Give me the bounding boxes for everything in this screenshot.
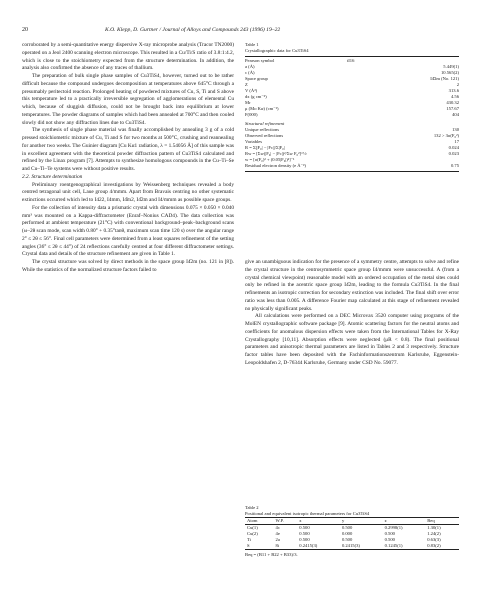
refinement-heading: Structural refinement (245, 121, 285, 126)
table-1-data-rows (245, 58, 459, 118)
parameter-name: a (Å) (245, 64, 255, 69)
table-cell: 0.500 (341, 525, 353, 530)
parameter-name: Observed reflections (245, 133, 284, 138)
table-footnote: Beq = (B11 + B22 + B33)/3. (245, 551, 298, 557)
parameter-name: Space group (245, 76, 268, 81)
parameter-value: 10.565(2) (441, 70, 459, 75)
table-cell: 0.500 (341, 537, 353, 542)
table-row (245, 543, 459, 550)
table-cell: 0.2998(1) (384, 525, 403, 530)
table-cell: Cu(2) (247, 531, 258, 536)
page-number: 20 (22, 27, 28, 33)
section-heading: 2.2. Structure determination (22, 173, 83, 180)
table-1 (245, 42, 459, 173)
parameter-symbol (347, 112, 407, 118)
table-cell: 0.83(2) (427, 543, 441, 548)
parameter-name: Variables (245, 139, 263, 144)
table-row (245, 112, 459, 118)
running-title: K.O. Klepp, D. Gurtner / Journal of Alloys and Compounds 243 (1996) 19–22 (105, 27, 281, 33)
table-row (245, 163, 459, 169)
parameter-value: 0.75 (450, 163, 459, 168)
parameter-value: 2 (456, 82, 459, 87)
table-title: Positional and equivalent isotropic thermal parameters for Cu3TiS4 (245, 511, 370, 516)
table-cell: Ti (247, 537, 251, 542)
paragraph: The preparation of bulk single phase samples of Cu3TiS4, however, turned out to be rather difficult because the compound undergoes decomposition at temperatures above 645°C through a presumably peritectoid reaction. Prolonged heating of powdered mixtures of Cu, S, Ti and S above this temperature led to a practically irreversible segregation of agglomerations of elemental Cu which, because of sluggish diffusion, could not be brought back into equilibrium at lower temperatures. The powder diagrams of samples which had been annealed at 700°C and then cooled slowly did not show any diffraction lines due to Cu3TiS4. (22, 73, 234, 126)
parameter-name: Z (245, 82, 248, 87)
column-header: Beq (427, 518, 435, 523)
table-label: Table 2 (245, 505, 259, 510)
parameter-value: 4.56 (450, 94, 459, 99)
table-cell: 0.500 (299, 537, 310, 542)
parameter-value: 130 (452, 127, 459, 132)
table-rule (245, 171, 459, 172)
table-title: Crystallographic data for Cu3TiS4 (245, 48, 309, 53)
table-cell: 0.63(3) (427, 537, 441, 542)
parameter-name: F(000) (245, 112, 258, 117)
parameter-name: μ (Mo Kα) (cm⁻¹) (245, 106, 279, 111)
table-cell: S (247, 543, 250, 548)
right-column (245, 259, 459, 368)
left-column-top (22, 42, 234, 275)
table-cell: 4e (275, 531, 280, 536)
table-header-row (245, 518, 459, 525)
parameter-value: 404 (452, 112, 459, 117)
parameter-value: 313.6 (448, 88, 459, 93)
parameter-value: 430.32 (446, 100, 459, 105)
parameter-value: 0.023 (448, 151, 459, 156)
table-rule (245, 56, 459, 57)
parameter-value: I4̄2m (No. 121) (430, 76, 459, 81)
table-1-refinement-rows (245, 127, 459, 169)
table-cell: 0.500 (384, 531, 395, 536)
table-caption (245, 42, 459, 54)
parameter-name: R = Σ||F₀| − |Fc||/Σ|F₀| (245, 145, 285, 150)
column-header: Atom (247, 518, 258, 523)
table-cell: 0.500 (299, 525, 310, 530)
table-cell: 4c (275, 525, 280, 530)
paragraph: Preliminary roentgenographical investigations by Weissenberg techniques revealed a body centred tetragonal unit cell, Laue group 4/mmm. Apart from Bravais centring no other systematic extinctions occurred which led to I422, I4mm, I4̄m2, I4̄2m and I4/mmm as possible space groups. (22, 181, 234, 203)
parameter-name: Mr (245, 100, 251, 105)
table-cell: 1.30(1) (427, 525, 441, 530)
table-body (245, 525, 459, 550)
paragraph: give an unambiguous indication for the presence of a symmetry centre, attempts to solve and refine the crystal structure in the centrosymmetric space group I4/mmm were unsuccessful. A (from a crystal chemical viewpoint) reasonable model with an ordered occupation of the metal sites could only be refined in the acentric space group I4̄2m, leading to the formula Cu3TiS4. In the final refinements an isotropic correction for secondary extinction was included. The final shift over error ratio was less than 0.005. A difference Fourier map calculated at this stage of refinement revealed no physically significant peaks. (245, 259, 459, 312)
parameter-name: dx (g cm⁻³) (245, 94, 267, 99)
table-cell: 1.24(2) (427, 531, 441, 536)
paragraph: For the collection of intensity data a prismatic crystal with dimensions 0.075 × 0.050 × 0.040 mm³ was mounted on a Kappa-diffractometer (Enraf–Nonius CAD4). The data collection was performed at ambient temperature (21°C) with conventional background–peak–background scans (ω–2θ scan mode, scan width 0.80° + 0.35°tanθ, maximum scan time 120 s) over the angular range 2° ≤ 2θ ≤ 56°. Final cell parameters were determined from a least squares refinement of the setting angles (36° ≤ 2θ ≤ 44°) of 24 reflections carefully centred at four different diffractometer settings. Crystal data and details of the structure refinement are given in Table 1. (22, 204, 234, 258)
parameter-name: Rw = [Σw(|F₀| − |Fc|)²/Σw F₀²]^½ (245, 151, 307, 156)
parameter-value: 0.024 (448, 145, 459, 150)
table-2 (245, 505, 459, 558)
table-cell: 0.2415(3) (299, 543, 318, 548)
table-cell: 0.000 (341, 531, 353, 536)
table-cell: 8i (275, 543, 280, 548)
parameter-name: w = [σ(F₀)² + (0.05|F₀|)²]⁻¹ (245, 157, 295, 162)
parameter-value: 5.449(1) (443, 64, 459, 69)
column-header: z (384, 518, 387, 523)
table-cell: 0.500 (299, 531, 310, 536)
column-header: y (341, 518, 345, 523)
paragraph: corroborated by a semi-quantitative energy dispersive X-ray microprobe analysis (Tracor TN2000) operated on a Jeol 2400 scanning electron microscope. This resulted in a Cu/Ti/S ratio of 3.8:1:4.2, which is close to the stoichiometry expected from the structure determination. In addition, the analysis also confirmed the absence of any traces of thallium. (22, 42, 234, 72)
parameter-name: Pearson symbol (245, 58, 275, 63)
column-header: W.P. (275, 518, 284, 523)
parameter-symbol: tI16 (347, 58, 355, 63)
parameter-name: c (Å) (245, 70, 255, 75)
parameter-value: 17 (454, 139, 459, 144)
parameter-value: 157.67 (446, 106, 459, 111)
table-cell: Cu(1) (247, 525, 258, 530)
paragraph: The synthesis of single phase material was finally accomplished by annealing 3 g of a cold pressed stoichiometric mixture of Cu, Ti and S for two months at 500°C, crushing and reannealing for another two weeks. The Guinier diagram [Cu Kα1 radiation, λ = 1.54056 Å] of this sample was in excellent agreement with the theoretical powder diffraction pattern of Cu3TiS4 calculated and refined by the Linax program [7]. Attempts to synthesize homologous compounds in the Cu–Ti–Se and Cu–Ti–Te systems were without positive results. (22, 127, 234, 172)
parameters-table (245, 517, 459, 550)
table-cell: 0.1245(1) (384, 543, 403, 548)
column-header: x (299, 518, 302, 523)
table-cell: 0.2415(3) (341, 543, 360, 548)
parameter-value: 132 > 3σ(F₀²) (433, 133, 459, 138)
table-cell: 2a (275, 537, 280, 542)
paragraph: All calculations were performed on a DEC Microvax 3520 computer using programs of the MolEN crystallographic software package [9]. Atomic scattering factors for the neutral atoms and coefficients for anomalous dispersion effects were taken from the International Tables for X-Ray Crystallography [10,11]. Absorption effects were neglected (μR < 0.8). The final positional parameters and anisotropic thermal parameters are listed in Tables 2 and 3 respectively. Structure factor tables have been deposited with the Fachinformationszentrum Karlsruhe, Eggenstein-Leopoldshafen 2, D-76344 Karlsruhe, Germany under CSD No. 59077. (245, 313, 459, 366)
parameter-name: V (Å³) (245, 88, 258, 93)
parameter-name: Unique reflections (245, 127, 280, 132)
paragraph: The crystal structure was solved by direct methods in the space group I4̄2m (no. 121 in [8]). While the statistics of the normalized structure factors failed to (22, 259, 234, 273)
table-caption (245, 505, 459, 517)
parameter-name: Residual electron density (e Å⁻³) (245, 163, 306, 168)
table-label: Table 1 (245, 42, 259, 47)
table-cell: 0.500 (384, 537, 395, 542)
parameter-symbol (347, 163, 407, 169)
